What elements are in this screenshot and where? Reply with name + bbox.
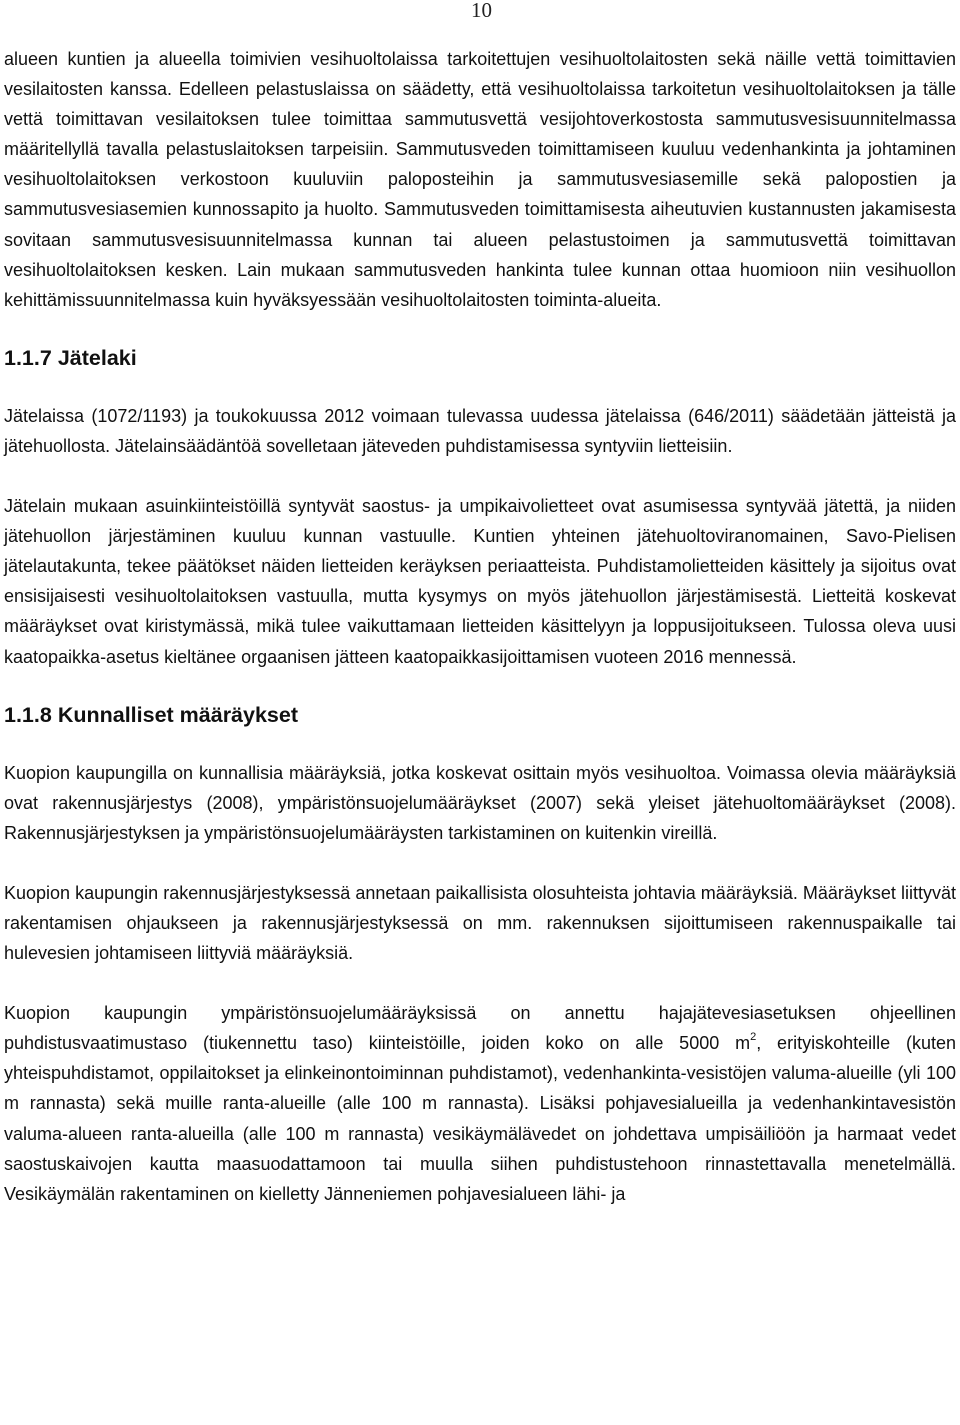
paragraph-jatelaki-intro: Jätelaissa (1072/1193) ja toukokuussa 2012 voimaan tulevassa uudessa jätelaissa (646/2011) säädetään jätteistä ja jätehuollosta. Jätelainsäädäntöä sovelletaan jäteveden puhdistamisessa syntyviin lietteisiin.	[4, 405, 956, 456]
heading-number: 1.1.8	[4, 702, 52, 727]
superscript-2: 2	[750, 1031, 757, 1044]
paragraph-text-start: Kuopion kaupungin ympäristönsuojelumääräyksissä on annettu hajajätevesiasetuksen ohjeellinen puhdistusvaatimustaso (tiukennettu taso) kiinteistöille, joiden koko on alle 5000 m	[4, 1003, 956, 1054]
heading-title: Kunnalliset määräykset	[57, 702, 299, 727]
paragraph-text-end: , erityiskohteille (kuten yhteispuhdistamot, oppilaitokset ja elinkeinontoiminnan puhdistamot), vedenhankinta-vesistöjen valuma-alueille (yli 100 m rannasta) sekä muille ranta-alueille (alle 100 m rannasta). Lisäksi pohjavesialueilla ja vedenhankintavesistön valuma-alueen ranta-alueilla (alle 100 m rannasta) vesikäymälävedet on johdettava umpisäiliöön ja harmaat vedet saostuskaivojen kautta maasuodattamoon tai muulla siihen puhdistustehoon rinnastettavalla menetelmällä. Vesikäymälän rakentaminen on kielletty Jänneniemen pohjavesialueen lähi- ja	[4, 1033, 956, 1204]
paragraph-rakennusjarjestys: Kuopion kaupungin rakennusjärjestyksessä annetaan paikallisista olosuhteista johtavia määräyksiä. Määräykset liittyvät rakentamisen ohjaukseen ja rakennusjärjestyksessä on mm. rakennuksen sijoittumiseen rakennuspaikalle tai hulevesien johtamiseen liittyviä määräyksiä.	[4, 882, 956, 964]
paragraph-kunnalliset-intro: Kuopion kaupungilla on kunnallisia määräyksiä, jotka koskevat osittain myös vesihuoltoa. Voimassa olevia määräyksiä ovat rakennusjärjestys (2008), ympäristönsuojelumääräykset (2007) sekä yleiset jätehuoltomääräykset (2008). Rakennusjärjestyksen ja ympäristönsuojelumääräysten tarkistaminen on kuitenkin vireillä.	[4, 762, 956, 843]
paragraph-jatelaki-lietteet: Jätelain mukaan asuinkiinteistöillä syntyvät saostus- ja umpikaivolietteet ovat asumisessa syntyvää jätettä, ja niiden jätehuollon järjestäminen kuuluu kunnan vastuulle. Kuntien yhteinen jätehuoltoviranomainen, Savo-Pielisen jätelautakunta, tekee päätökset näiden lietteiden keräyksen periaatteista. Puhdistamolietteiden käsittely ja sijoitus ovat ensisijaisesti vesihuoltolaitoksen vastuulla, mutta kysymys on myös jätehuollon järjestämisestä. Lietteitä koskevat määräykset ovat kiristymässä, mikä tulee vaikuttamaan lietteiden käsittelyyn ja loppusijoitukseen. Tulossa oleva uusi kaatopaikka-asetus kieltänee orgaanisen jätteen kaatopaikkasijoittamisen vuoteen 2016 mennessä.	[4, 496, 956, 667]
paragraph-sammutusvesi: alueen kuntien ja alueella toimivien vesihuoltolaissa tarkoitettujen vesihuoltolaitosten sekä näille vettä toimittavien vesilaitosten kanssa. Edelleen pelastuslaissa on säädetty, että vesihuoltolaissa tarkoitetun vesihuoltolaitoksen ja tälle vettä toimittavan vesilaitoksen tulee toimittaa sammutusvettä vesijohtoverkostosta sammutusvesisuunnitelmassa määritellyllä tavalla pelastuslaitoksen tarpeisiin. Sammutusveden toimittamiseen kuuluu vedenhankinta ja johtaminen vesihuoltolaitoksen verkostoon kuuluviin paloposteihin ja sammutusvesiasemille sekä palopostien ja sammutusvesiasemien kunnossapito ja huolto. Sammutusveden toimittamisesta aiheutuvien kustannusten jakamisesta sovitaan sammutusvesisuunnitelmassa kunnan tai alueen pelastustoimen ja sammutusvettä toimittavan vesihuoltolaitoksen kesken. Lain mukaan sammutusveden hankinta tulee kunnan ottaa huomioon niin vesihuollon kehittämissuunnitelmassa kuin hyväksyessään vesihuoltolaitosten toiminta-alueita.	[4, 49, 956, 310]
document-body	[4, 44, 956, 1209]
heading-kunnalliset-maaraykset	[4, 700, 956, 730]
page-number: 10	[471, 0, 492, 22]
heading-jatelaki	[4, 343, 956, 373]
heading-title: Jätelaki	[57, 345, 137, 370]
paragraph-ymparistonsuojelu	[4, 998, 956, 1209]
heading-number: 1.1.7	[4, 345, 52, 370]
